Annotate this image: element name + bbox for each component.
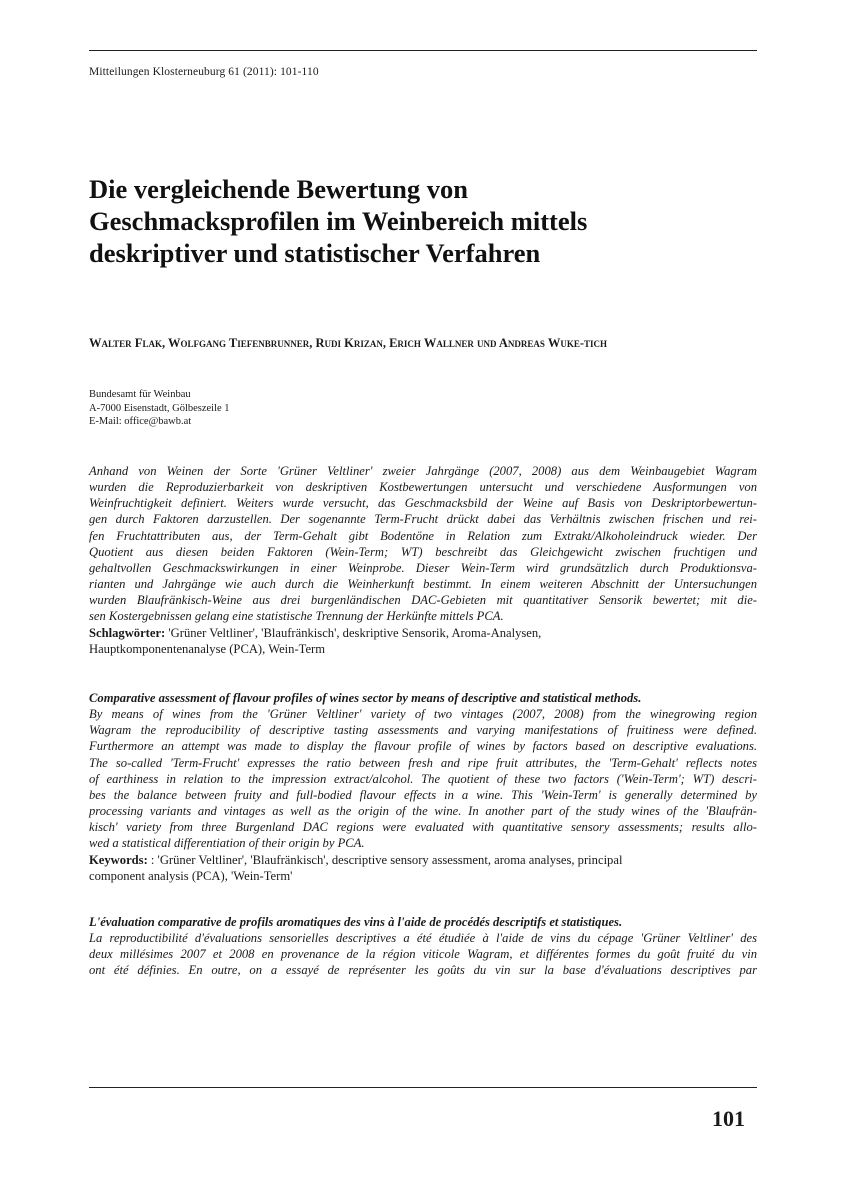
abstract-heading: L'évaluation comparative de profils aromatiques des vins à l'aide de procédés descriptifs et statistiques. [89,915,623,929]
abstract-line: of earthiness in relation to the impression extract/alcohol. The quotient of these two factors ('Wein-Term'; WT) descri- [89,771,757,786]
author-list: Walter Flak, Wolfgang Tiefenbrunner, Rudi Krizan, Erich Wallner und Andreas Wuke-tich [89,336,608,350]
abstract-french [89,914,757,979]
abstract-heading: Comparative assessment of flavour profiles of wines sector by means of descriptive and statistical methods. [89,691,642,705]
abstract-line: kisch' variety from three Burgenland DAC regions were evaluated with quantitative sensory assessments; results allo- [89,820,757,835]
keywords-text: component analysis (PCA), 'Wein-Term' [89,868,293,883]
abstract-line: bes the balance between fruity and full-bodied flavour effects in a wine. This 'Wein-Term' is generally determined by [89,787,757,802]
abstract-line: Quotient aus diesen beiden Faktoren (Wein-Term; WT) beschreibt das Gleichgewicht zwischen fruchtigen und [89,544,757,559]
page-number: 101 [712,1106,745,1131]
abstract-line: deux millésimes 2007 et 2008 en provenance de la région viticole Wagram, et différentes formes du goût fruité du vin [89,947,757,962]
abstract-line: The so-called 'Term-Frucht' expresses the ratio between fresh and ripe fruit attributes, the 'Term-Gehalt' reflects notes [89,755,757,770]
abstract-line: Furthermore an attempt was made to display the flavour profile of wines by factors based on descriptive evaluations. [89,739,757,754]
affiliation-institution: Bundesamt für Weinbau [89,389,191,400]
abstract-line: Anhand von Weinen der Sorte 'Grüner Veltliner' zweier Jahrgänge (2007, 2008) aus dem Weinbaugebiet Wagram [89,464,757,478]
abstract-line: sen Kostergebnissen gelang eine statistische Trennung der Herkünfte mittels PCA. [89,609,504,624]
abstract-line: rianten und Jahrgänge wie auch durch die Weinherkunft bestimmt. In einem weiteren Abschnitt der Untersuchungen [89,577,757,592]
abstract-line: wurden Blaufränkisch-Weine aus drei burgenländischen DAC-Gebieten mit quantitativer Sensorik bewertet; mit die- [89,593,757,608]
abstract-line: processing variants and vintages as well as the origin of the wine. In another part of the study wines of the 'Blaufrän- [89,804,757,819]
abstract-line: ont été définies. En outre, on a essayé de représenter les goûts du vin sur la base d'évaluations descriptives par [89,963,757,978]
keywords-text: : 'Grüner Veltliner', 'Blaufränkisch', descriptive sensory assessment, aroma analyses, principal [147,852,623,867]
header-rule [89,50,757,51]
keywords-de [89,625,757,641]
title-line: deskriptiver und statistischer Verfahren [89,238,541,268]
abstract-line: fen Fruchtattributen aus, der Term-Gehalt gibt Bodentöne in Relation zum Extrakt/Alkoholeindruck wieder. Der [89,528,757,543]
title-line: Die vergleichende Bewertung von [89,174,469,204]
article-title [89,173,757,269]
abstract-german [89,463,757,657]
abstract-line: Wagram the reproducibility of descriptive tasting assessments and varying manifestations of fruitiness were defined. [89,723,757,738]
affiliation-email: E-Mail: office@bawb.at [89,416,192,427]
keywords-en [89,852,757,868]
keywords-text: Hauptkomponentenanalyse (PCA), Wein-Term [89,641,326,656]
abstract-line: Weinfruchtigkeit definiert. Weiters wurde versucht, das Geschmacksbild der Weine auf Basis von Deskriptorbewertun- [89,496,757,511]
abstract-line: gen durch Faktoren darzustellen. Der sogenannte Term-Frucht drückt dabei das Verhältnis zwischen frischen und rei- [89,512,757,527]
keywords-text: 'Grüner Veltliner', 'Blaufränkisch', deskriptive Sensorik, Aroma-Analysen, [165,625,542,640]
keywords-label: Schlagwörter: [89,625,166,640]
keywords-label: Keywords: [89,852,148,867]
abstract-line: La reproductibilité d'évaluations sensorielles descriptives a été étudiée à l'aide de vins du cépage 'Grüner Veltliner' des [89,931,757,946]
abstract-line: wurden die Reproduzierbarkeit von deskriptiven Kostbewertungen untersucht und verschiedene Ausformungen von [89,480,757,495]
abstract-line: wed a statistical differentiation of their origin by PCA. [89,836,365,851]
title-line: Geschmacksprofilen im Weinbereich mittels [89,206,588,236]
abstract-line: gehaltvollen Geschmackswirkungen in einer Weinprobe. Dieser Wein-Term wird grundsätzlich durch Produktionsva- [89,560,757,575]
footer-rule [89,1087,757,1088]
abstract-line: By means of wines from the 'Grüner Veltliner' variety of two vintages (2007, 2008) from the winegrowing region [89,707,757,722]
abstract-english [89,690,757,884]
journal-citation: Mitteilungen Klosterneuburg 61 (2011): 101-110 [89,66,319,78]
affiliation-address: A-7000 Eisenstadt, Gölbeszeile 1 [89,402,230,414]
affiliation [89,388,230,429]
